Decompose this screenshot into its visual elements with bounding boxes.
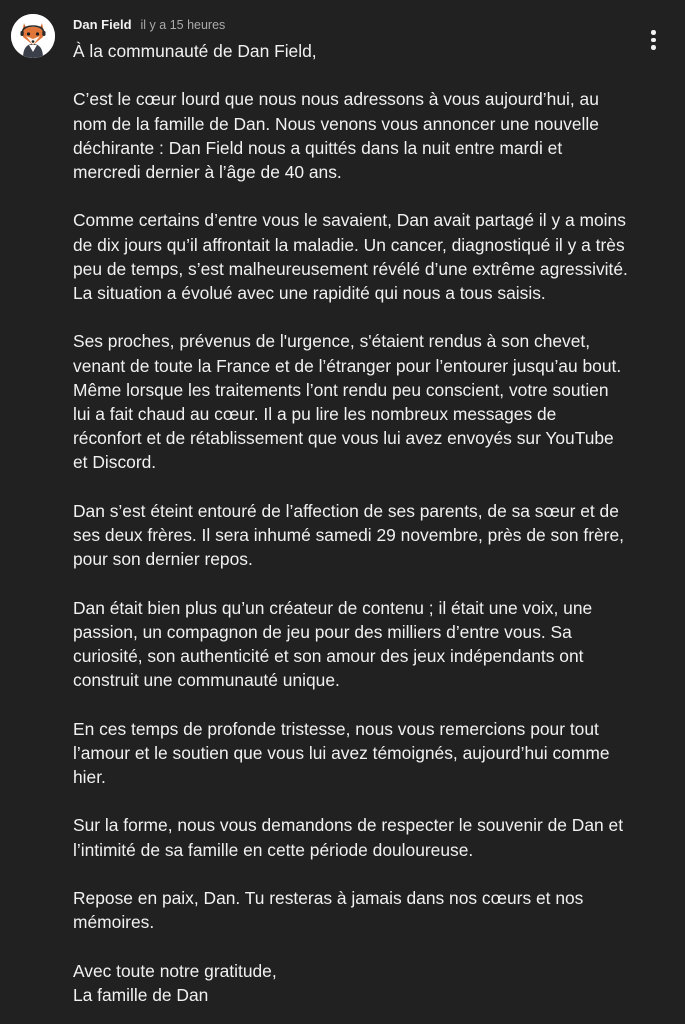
post-paragraph: À la communauté de Dan Field, (73, 41, 317, 61)
post-paragraph: Sur la forme, nous vous demandons de respecter le souvenir de Dan et l’intimité de sa famille en cette période douloureuse. (73, 815, 624, 860)
post-body (73, 39, 663, 1007)
post-timestamp[interactable]: il y a 15 heures (140, 18, 226, 32)
post-paragraph: C’est le cœur lourd que nous nous adressons à vous aujourd’hui, au nom de la famille de Dan. Nous venons vous annoncer une nouvelle déchirante : Dan Field nous a quittés dans la nuit entre mardi et mercredi dernier à l’âge de 40 ans. (73, 89, 599, 182)
post-signature: Avec toute notre gratitude, La famille de Dan (73, 960, 277, 1005)
post-paragraph: Comme certains d’entre vous le savaient, Dan avait partagé il y a moins de dix jours qu’il affrontait la maladie. Un cancer, diagnostiqué il y a très peu de temps, s’est malheureusement révélé d’une extrême agressivité. La situation a évolué avec une rapidité qui nous a tous saisis. (73, 210, 628, 303)
post-paragraph: Dan était bien plus qu’un créateur de contenu ; il était une voix, une passion, un compagnon de jeu pour des milliers d’entre vous. Sa curiosité, son authenticité et son amour des jeux indépendants ont construit une communauté unique. (73, 597, 593, 691)
post-paragraph: Ses proches, prévenus de l'urgence, s'étaient rendus à son chevet, venant de toute la France et de l’étranger pour l’entourer jusqu’au bout. Même lorsque les traitements l’ont rendu peu conscient, votre soutien lui a fait chaud au cœur. Il a pu lire les nombreux messages de réconfort et de rétablissement que vous lui avez envoyés sur YouTube et Discord. (73, 331, 622, 473)
post-paragraph: En ces temps de profonde tristesse, nous vous remercions pour tout l’amour et le soutien que vous lui avez témoignés, aujourd’hui comme hier. (73, 718, 610, 787)
post-header (73, 17, 225, 35)
fox-avatar-icon (11, 14, 55, 58)
channel-avatar[interactable] (11, 14, 55, 58)
post-paragraph: Repose en paix, Dan. Tu resteras à jamais dans nos cœurs et nos mémoires. (73, 887, 584, 933)
post-paragraph: Dan s’est éteint entouré de l’affection de ses parents, de sa sœur et de ses deux frères. Il sera inhumé samedi 29 novembre, près de son frère, pour son dernier repos. (73, 500, 624, 570)
author-name[interactable]: Dan Field (73, 17, 132, 32)
